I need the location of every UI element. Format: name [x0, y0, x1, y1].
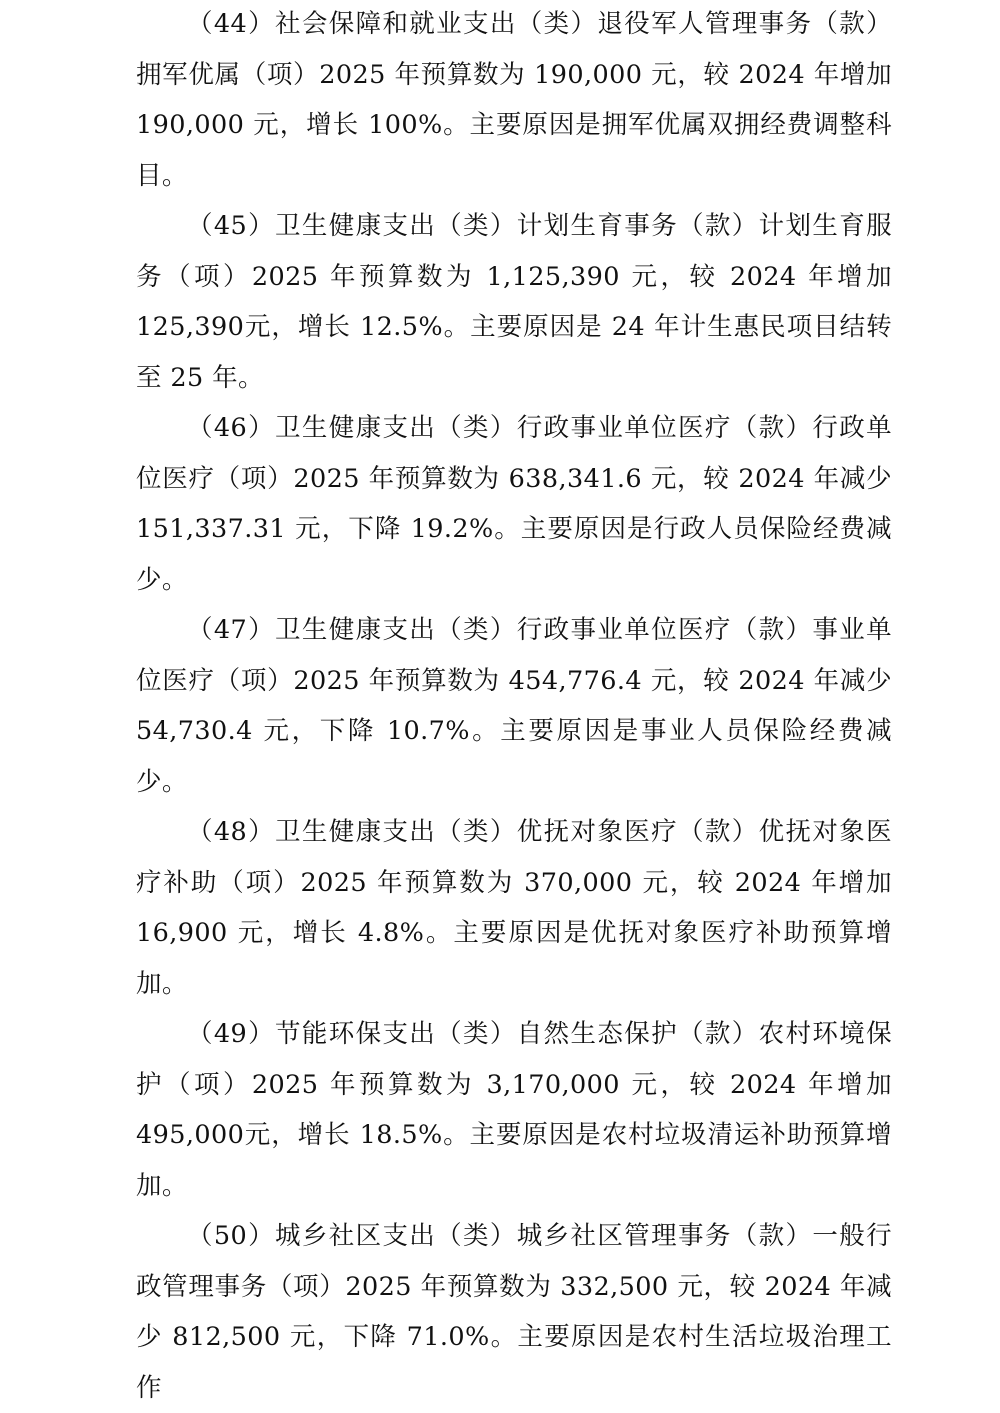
- paragraph-47: （47）卫生健康支出（类）行政事业单位医疗（款）事业单位医疗（项）2025 年预算数为 454,776.4 元，较 2024 年减少54,730.4 元，下降 10.7%。主要原因是事业人员保险经费减少。: [136, 615, 892, 797]
- paragraph-50: （50）城乡社区支出（类）城乡社区管理事务（款）一般行政管理事务（项）2025 年预算数为 332,500 元，较 2024 年减少 812,500 元，下降 71.0%。主要原因是农村生活垃圾治理工作: [136, 1221, 892, 1403]
- paragraph-46: （46）卫生健康支出（类）行政事业单位医疗（款）行政单位医疗（项）2025 年预算数为 638,341.6 元，较 2024 年减少151,337.31 元，下降 19.2%。主要原因是行政人员保险经费减少。: [136, 413, 892, 595]
- paragraph-49: （49）节能环保支出（类）自然生态保护（款）农村环境保护（项）2025 年预算数为 3,170,000 元，较 2024 年增加 495,000元，增长 18.5%。主要原因是农村垃圾清运补助预算增加。: [136, 1019, 892, 1201]
- paragraph-45: （45）卫生健康支出（类）计划生育事务（款）计划生育服务（项）2025 年预算数为 1,125,390 元，较 2024 年增加 125,390元，增长 12.5%。主要原因是 24 年计生惠民项目结转至 25 年。: [136, 211, 892, 393]
- paragraph-48: （48）卫生健康支出（类）优抚对象医疗（款）优抚对象医疗补助（项）2025 年预算数为 370,000 元，较 2024 年增加16,900 元，增长 4.8%。主要原因是优抚对象医疗补助预算增加。: [136, 817, 892, 999]
- paragraph-44: （44）社会保障和就业支出（类）退役军人管理事务（款）拥军优属（项）2025 年预算数为 190,000 元，较 2024 年增加190,000 元，增长 100%。主要原因是拥军优属双拥经费调整科目。: [136, 9, 892, 191]
- document-body: [136, 0, 892, 1413]
